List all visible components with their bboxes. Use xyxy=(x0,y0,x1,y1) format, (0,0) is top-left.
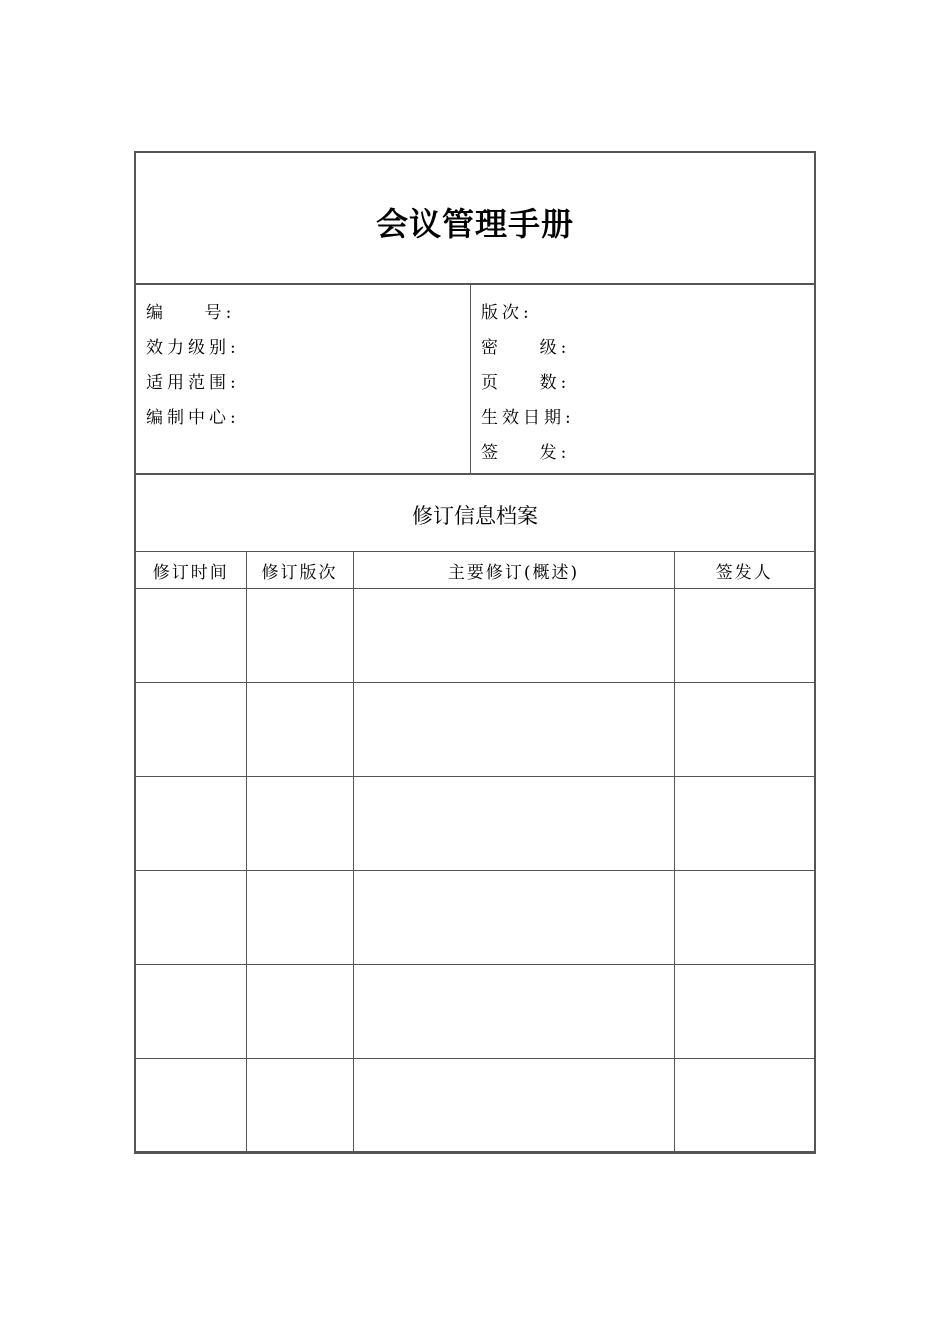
field-effective-date: 生效日期: xyxy=(481,408,575,428)
table-cell[interactable] xyxy=(353,683,674,777)
column-header-revision-edition: 修订版次 xyxy=(246,552,353,589)
table-cell[interactable] xyxy=(353,871,674,965)
field-effect-level: 效力级别: xyxy=(146,338,240,358)
table-row xyxy=(136,965,814,1059)
table-cell[interactable] xyxy=(674,683,814,777)
revision-heading-section xyxy=(136,475,814,552)
table-cell[interactable] xyxy=(246,871,353,965)
table-cell[interactable] xyxy=(246,1059,353,1153)
document-title: 会议管理手册 xyxy=(375,205,574,243)
info-right-column xyxy=(471,285,814,473)
table-cell[interactable] xyxy=(136,871,246,965)
revision-heading: 修订信息档案 xyxy=(412,504,538,528)
table-cell[interactable] xyxy=(246,683,353,777)
field-edition: 版次: xyxy=(481,303,533,323)
field-compile-center: 编制中心: xyxy=(146,408,240,428)
field-pages: 页 数: xyxy=(481,373,571,393)
table-cell[interactable] xyxy=(674,589,814,683)
table-cell[interactable] xyxy=(353,589,674,683)
table-cell[interactable] xyxy=(246,965,353,1059)
table-row xyxy=(136,589,814,683)
revision-header-row xyxy=(136,552,814,589)
field-issuer: 签 发: xyxy=(481,443,571,463)
table-cell[interactable] xyxy=(136,589,246,683)
table-cell[interactable] xyxy=(136,965,246,1059)
table-cell[interactable] xyxy=(353,965,674,1059)
table-cell[interactable] xyxy=(353,777,674,871)
table-row xyxy=(136,683,814,777)
table-cell[interactable] xyxy=(674,871,814,965)
document-frame xyxy=(134,151,816,1154)
table-row xyxy=(136,1059,814,1153)
table-cell[interactable] xyxy=(246,589,353,683)
title-section xyxy=(136,153,814,285)
table-cell[interactable] xyxy=(674,965,814,1059)
table-cell[interactable] xyxy=(136,777,246,871)
table-row xyxy=(136,777,814,871)
table-cell[interactable] xyxy=(674,1059,814,1153)
table-cell[interactable] xyxy=(136,683,246,777)
table-cell[interactable] xyxy=(353,1059,674,1153)
table-cell[interactable] xyxy=(246,777,353,871)
column-header-issuer: 签发人 xyxy=(674,552,814,589)
info-section xyxy=(136,285,814,475)
column-header-main-revision: 主要修订(概述) xyxy=(353,552,674,589)
column-header-revision-time: 修订时间 xyxy=(136,552,246,589)
table-cell[interactable] xyxy=(136,1059,246,1153)
table-cell[interactable] xyxy=(674,777,814,871)
revision-table xyxy=(136,552,814,1152)
info-left-column xyxy=(136,285,471,473)
field-scope: 适用范围: xyxy=(146,373,240,393)
field-number: 编 号: xyxy=(146,303,236,323)
field-secrecy: 密 级: xyxy=(481,338,571,358)
table-row xyxy=(136,871,814,965)
